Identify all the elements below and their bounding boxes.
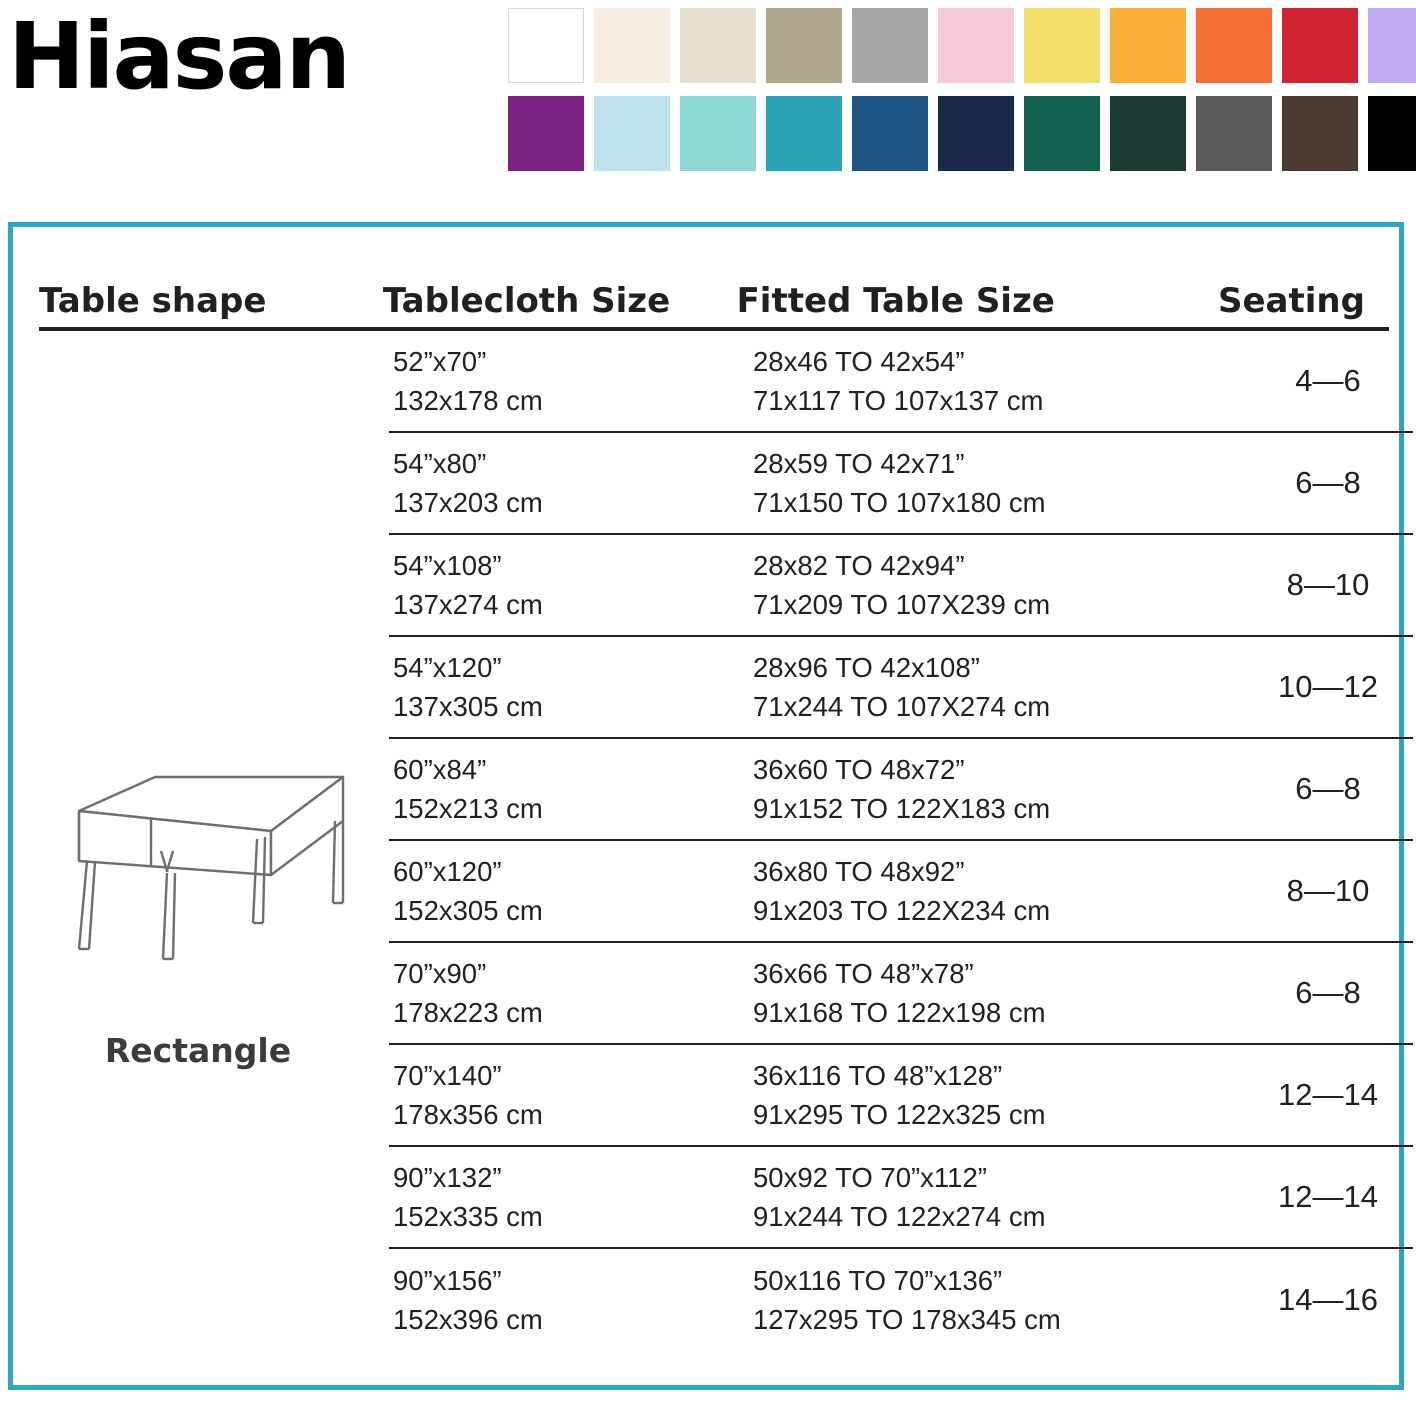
cell-fitted-table-size — [753, 546, 1243, 624]
fitted-size-inches: 36x60 TO 48x72” — [753, 753, 965, 785]
color-swatch-white[interactable] — [508, 8, 584, 83]
table-shape-label: Rectangle — [104, 1031, 292, 1070]
cloth-size-inches: 60”x120” — [393, 855, 502, 887]
table-body — [33, 331, 1385, 1351]
fitted-size-cm: 91x295 TO 122x325 cm — [753, 1099, 1046, 1130]
color-swatch-steel-blue[interactable] — [852, 96, 928, 171]
fitted-size-cm: 71x209 TO 107X239 cm — [753, 589, 1051, 620]
table-row — [389, 535, 1413, 637]
color-swatch-taupe[interactable] — [766, 8, 842, 83]
color-swatch-ivory[interactable] — [594, 8, 670, 83]
cell-tablecloth-size — [389, 1261, 753, 1339]
cell-seating: 8—10 — [1286, 872, 1370, 908]
cloth-size-inches: 70”x90” — [393, 957, 487, 989]
fitted-size-cm: 71x117 TO 107x137 cm — [753, 385, 1044, 416]
cell-tablecloth-size — [389, 1056, 753, 1134]
cloth-size-cm: 152x396 cm — [393, 1304, 543, 1335]
cloth-size-inches: 54”x120” — [393, 651, 502, 683]
cell-fitted-table-size — [753, 1056, 1243, 1134]
fitted-size-cm: 91x168 TO 122x198 cm — [753, 997, 1046, 1028]
table-shape-cell — [33, 331, 389, 1351]
cell-seating: 6—8 — [1295, 974, 1361, 1010]
column-header-seating: Seating — [1217, 281, 1365, 321]
color-swatch-charcoal-gray[interactable] — [1196, 96, 1272, 171]
fitted-size-inches: 28x59 TO 42x71” — [753, 447, 965, 479]
color-swatch-dark-green[interactable] — [1110, 96, 1186, 171]
cloth-size-cm: 137x274 cm — [393, 589, 543, 620]
cloth-size-cm: 152x335 cm — [393, 1201, 543, 1232]
cloth-size-cm: 152x213 cm — [393, 793, 543, 824]
fitted-size-cm: 127x295 TO 178x345 cm — [753, 1304, 1061, 1335]
color-swatch-yellow[interactable] — [1024, 8, 1100, 83]
table-header-row — [33, 255, 1385, 321]
fitted-size-cm: 91x152 TO 122X183 cm — [753, 793, 1051, 824]
fitted-size-inches: 28x46 TO 42x54” — [753, 345, 965, 377]
size-chart-card — [8, 222, 1404, 1390]
fitted-size-inches: 28x96 TO 42x108” — [753, 651, 980, 683]
color-swatch-teal[interactable] — [766, 96, 842, 171]
cell-fitted-table-size — [753, 648, 1243, 726]
table-row — [389, 637, 1413, 739]
cell-fitted-table-size — [753, 852, 1243, 930]
color-swatch-purple[interactable] — [508, 96, 584, 171]
color-swatch-beige[interactable] — [680, 8, 756, 83]
fitted-size-inches: 50x116 TO 70”x136” — [753, 1264, 1003, 1296]
cloth-size-cm: 132x178 cm — [393, 385, 543, 416]
cell-fitted-table-size — [753, 444, 1243, 522]
table-row — [389, 841, 1413, 943]
cell-fitted-table-size — [753, 342, 1243, 420]
cell-seating: 10—12 — [1278, 668, 1378, 704]
cell-tablecloth-size — [389, 1158, 753, 1236]
column-header-tablecloth-size: Tablecloth Size — [382, 281, 671, 321]
color-swatch-grid — [508, 8, 1416, 171]
table-row — [389, 1147, 1413, 1249]
color-swatch-row-2 — [508, 96, 1416, 171]
table-row — [389, 1045, 1413, 1147]
color-swatch-aqua[interactable] — [680, 96, 756, 171]
color-swatch-marigold[interactable] — [1110, 8, 1186, 83]
cell-tablecloth-size — [389, 444, 753, 522]
color-swatch-dark-brown[interactable] — [1282, 96, 1358, 171]
fitted-size-inches: 36x116 TO 48”x128” — [753, 1059, 1003, 1091]
fitted-size-inches: 50x92 TO 70”x112” — [753, 1161, 987, 1193]
table-row — [389, 331, 1413, 433]
table-row — [389, 943, 1413, 1045]
cloth-size-inches: 70”x140” — [393, 1059, 502, 1091]
color-swatch-red[interactable] — [1282, 8, 1358, 83]
fitted-size-inches: 36x66 TO 48”x78” — [753, 957, 974, 989]
rectangle-table-illustration — [43, 763, 363, 998]
fitted-size-cm: 71x150 TO 107x180 cm — [753, 487, 1046, 518]
cell-fitted-table-size — [753, 750, 1243, 828]
fitted-size-cm: 71x244 TO 107X274 cm — [753, 691, 1051, 722]
cloth-size-inches: 54”x108” — [393, 549, 502, 581]
cell-seating: 8—10 — [1286, 566, 1370, 602]
cell-seating: 6—8 — [1295, 464, 1361, 500]
cloth-size-cm: 137x305 cm — [393, 691, 543, 722]
color-swatch-emerald[interactable] — [1024, 96, 1100, 171]
cell-seating: 14—16 — [1278, 1281, 1378, 1317]
cloth-size-cm: 178x356 cm — [393, 1099, 543, 1130]
cloth-size-cm: 137x203 cm — [393, 487, 543, 518]
table-row — [389, 739, 1413, 841]
cell-fitted-table-size — [753, 1158, 1243, 1236]
fitted-size-inches: 28x82 TO 42x94” — [753, 549, 965, 581]
color-swatch-gray[interactable] — [852, 8, 928, 83]
color-swatch-light-blue[interactable] — [594, 96, 670, 171]
cell-seating: 4—6 — [1295, 362, 1361, 398]
cloth-size-inches: 52”x70” — [393, 345, 487, 377]
color-swatch-black[interactable] — [1368, 96, 1416, 171]
cell-tablecloth-size — [389, 954, 753, 1032]
color-swatch-row-1 — [508, 8, 1416, 83]
cell-tablecloth-size — [389, 852, 753, 930]
color-swatch-navy[interactable] — [938, 96, 1014, 171]
table-row — [389, 1249, 1413, 1351]
cloth-size-inches: 90”x132” — [393, 1161, 502, 1193]
color-swatch-pink[interactable] — [938, 8, 1014, 83]
brand-logo: Hiasan — [8, 3, 349, 110]
cell-tablecloth-size — [389, 750, 753, 828]
fitted-size-cm: 91x203 TO 122X234 cm — [753, 895, 1051, 926]
cell-fitted-table-size — [753, 1261, 1243, 1339]
color-swatch-orange[interactable] — [1196, 8, 1272, 83]
column-header-table-shape: Table shape — [39, 281, 267, 321]
cell-seating: 12—14 — [1278, 1178, 1378, 1214]
cell-tablecloth-size — [389, 648, 753, 726]
column-header-fitted-table-size: Fitted Table Size — [736, 281, 1055, 321]
color-swatch-lavender[interactable] — [1368, 8, 1416, 83]
fitted-size-inches: 36x80 TO 48x92” — [753, 855, 965, 887]
size-rows — [389, 331, 1413, 1351]
fitted-size-cm: 91x244 TO 122x274 cm — [753, 1201, 1046, 1232]
cell-seating: 6—8 — [1295, 770, 1361, 806]
cell-fitted-table-size — [753, 954, 1243, 1032]
cloth-size-cm: 178x223 cm — [393, 997, 543, 1028]
cloth-size-inches: 60”x84” — [393, 753, 487, 785]
header-banner — [0, 0, 1416, 182]
cell-tablecloth-size — [389, 546, 753, 624]
cloth-size-inches: 54”x80” — [393, 447, 487, 479]
cell-tablecloth-size — [389, 342, 753, 420]
cloth-size-inches: 90”x156” — [393, 1264, 502, 1296]
table-row — [389, 433, 1413, 535]
cell-seating: 12—14 — [1278, 1076, 1378, 1112]
cloth-size-cm: 152x305 cm — [393, 895, 543, 926]
